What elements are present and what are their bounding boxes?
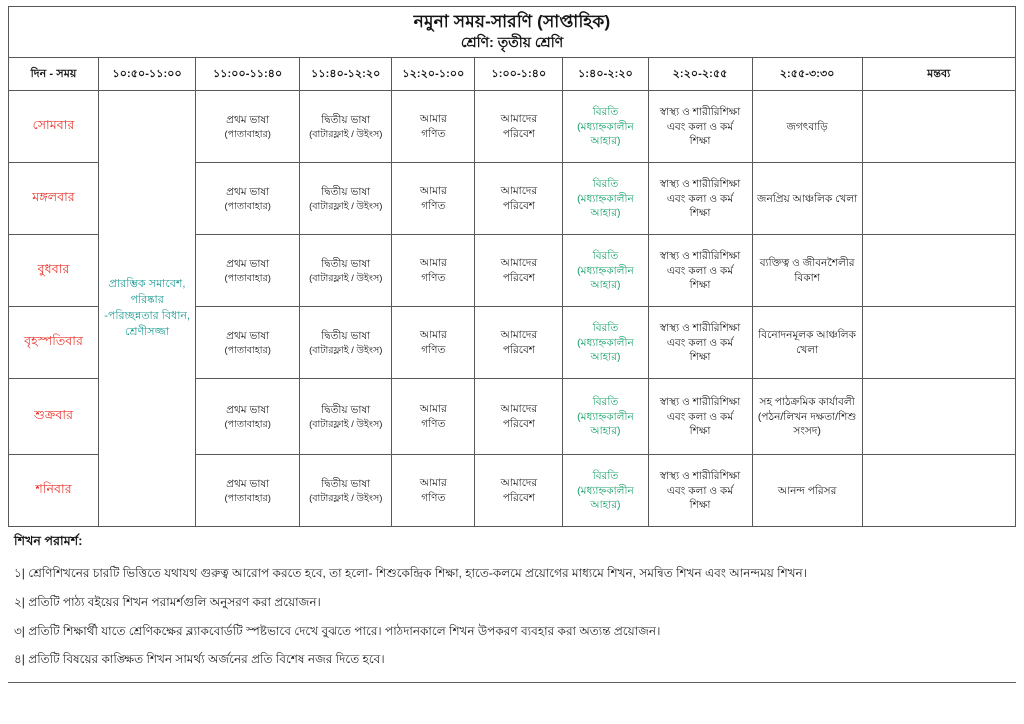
period-environment <box>475 235 563 307</box>
remark-cell <box>862 235 1015 307</box>
subject-line-2: গণিত <box>421 491 446 504</box>
period-second-language <box>300 235 392 307</box>
title-row <box>9 7 1016 58</box>
subject-line-2: গণিত <box>421 271 446 284</box>
break-line-2: (মধ্যাহ্নকালীন <box>577 120 634 133</box>
period-environment <box>475 307 563 379</box>
subject-name: প্রথম ভাষা <box>226 257 270 270</box>
period-first-language <box>196 235 300 307</box>
subject-line-3: শিক্ষা <box>689 135 711 148</box>
remark-cell <box>862 163 1015 235</box>
column-header-slot-5: ১:০০-১:৪০ <box>475 58 563 91</box>
period-first-language <box>196 455 300 527</box>
assembly-merged-cell: প্রারম্ভিক সমাবেশ, পরিষ্কার -পরিচ্ছন্নতার বিধান, শ্রেণীসজ্জা <box>99 91 196 527</box>
day-label: শনিবার <box>9 455 99 527</box>
period-environment <box>475 163 563 235</box>
break-line-2: (মধ্যাহ্নকালীন <box>577 484 634 497</box>
table-header-row <box>9 58 1016 91</box>
column-header-slot-6: ১:৪০-২:২০ <box>563 58 648 91</box>
subject-note: (বাটারফ্লাই / উইং‌স) <box>309 200 383 212</box>
subject-line-1: আমার <box>419 113 447 126</box>
subject-note: (পাতাবাহার) <box>224 492 271 504</box>
break-line-2: (মধ্যাহ্নকালীন <box>577 264 634 277</box>
period-first-language <box>196 379 300 455</box>
subject-line-1: আমার <box>419 257 447 270</box>
break-line-3: আহার) <box>590 135 621 148</box>
subject-line-2: পরিবেশ <box>502 343 535 356</box>
period-lunch-break <box>563 235 648 307</box>
period-lunch-break <box>563 163 648 235</box>
day-label: মঙ্গলবার <box>9 163 99 235</box>
footer-divider <box>8 682 1016 683</box>
subject-line-1: আমাদের <box>500 185 538 198</box>
subject-line-3: শিক্ষা <box>689 279 711 292</box>
note-item-4: ৪| প্রতিটি বিষয়ের কাঙ্ক্ষিত শিখন সামর্থ্য অর্জনের প্রতি বিশেষ নজর দিতে হবে। <box>14 652 385 667</box>
subject-line-1: আমার <box>419 185 447 198</box>
period-mathematics <box>392 307 475 379</box>
period-environment <box>475 91 563 163</box>
break-line-1: বিরতি <box>592 177 619 190</box>
subject-line-2: গণিত <box>421 343 446 356</box>
subject-name: দ্বিতীয় ভাষা <box>321 113 371 126</box>
break-line-3: আহার) <box>590 499 621 512</box>
period-mathematics <box>392 235 475 307</box>
subject-line-1: আমাদের <box>500 329 538 342</box>
period-mathematics <box>392 379 475 455</box>
subject-line-1: আমার <box>419 403 447 416</box>
remark-cell <box>862 307 1015 379</box>
break-line-1: বিরতি <box>592 249 619 262</box>
period-health-arts <box>648 307 752 379</box>
subject-name: প্রথম ভাষা <box>226 403 270 416</box>
period-health-arts <box>648 455 752 527</box>
period-mathematics <box>392 455 475 527</box>
break-line-1: বিরতি <box>592 469 619 482</box>
subject-line-1: স্বাস্থ্য ও শারীরিশিক্ষা <box>659 395 741 408</box>
subject-line-3: শিক্ষা <box>689 351 711 364</box>
subject-line-2: পরিবেশ <box>502 127 535 140</box>
remark-cell <box>862 455 1015 527</box>
subject-name: দ্বিতীয় ভাষা <box>321 185 371 198</box>
table-row <box>9 91 1016 163</box>
subject-line-1: স্বাস্থ্য ও শারীরিশিক্ষা <box>659 469 741 482</box>
subject-note: (পাতাবাহার) <box>224 272 271 284</box>
subject-line-3: শিক্ষা <box>689 425 711 438</box>
subject-line-3: শিক্ষা <box>689 207 711 220</box>
subject-name: প্রথম ভাষা <box>226 329 270 342</box>
subject-line-2: এবং কলা ও কর্ম <box>666 120 734 133</box>
period-last-activity: জগৎবাড়ি <box>752 91 862 163</box>
remark-cell <box>862 91 1015 163</box>
period-last-activity: সহ পাঠক্রমিক কার্যাবলী (পঠন/লিখন দক্ষতা/শিশু সংসদ) <box>752 379 862 455</box>
period-lunch-break <box>563 91 648 163</box>
period-lunch-break <box>563 455 648 527</box>
subject-note: (পাতাবাহার) <box>224 344 271 356</box>
period-last-activity: ব্যক্তিত্ব ও জীবনশৈলীর বিকাশ <box>752 235 862 307</box>
period-last-activity: বিনোদনমূলক আঞ্চলিক খেলা <box>752 307 862 379</box>
subject-name: প্রথম ভাষা <box>226 113 270 126</box>
break-line-2: (মধ্যাহ্নকালীন <box>577 192 634 205</box>
break-line-2: (মধ্যাহ্নকালীন <box>577 410 634 423</box>
subject-line-2: এবং কলা ও কর্ম <box>666 264 734 277</box>
subject-line-2: এবং কলা ও কর্ম <box>666 192 734 205</box>
subject-line-1: স্বাস্থ্য ও শারীরিশিক্ষা <box>659 321 741 334</box>
period-second-language <box>300 307 392 379</box>
subject-line-2: এবং কলা ও কর্ম <box>666 484 734 497</box>
subject-name: দ্বিতীয় ভাষা <box>321 477 371 490</box>
subject-line-3: শিক্ষা <box>689 499 711 512</box>
note-item-1: ১| শ্রেণিশিখনের চারটি ভিত্তিতে যথাযথ গুরুত্ব আরোপ করতে হবে, তা হলো- শিশুকেন্দ্রিক শিক্ষা, হাতে-কলমে প্রয়োগের মাধ্যমে শিখন, সমন্বিত শিখন এবং আনন্দময় শিখন। <box>14 566 808 581</box>
break-line-1: বিরতি <box>592 105 619 118</box>
break-line-3: আহার) <box>590 351 621 364</box>
timetable <box>8 6 1016 527</box>
break-line-3: আহার) <box>590 279 621 292</box>
teaching-advice-section <box>8 533 1016 667</box>
subject-line-1: স্বাস্থ্য ও শারীরিশিক্ষা <box>659 177 741 190</box>
period-second-language <box>300 455 392 527</box>
period-mathematics <box>392 91 475 163</box>
column-header-slot-1: ১০:৫০-১১:০০ <box>99 58 196 91</box>
subject-line-2: গণিত <box>421 199 446 212</box>
subject-line-1: আমার <box>419 477 447 490</box>
subject-name: দ্বিতীয় ভাষা <box>321 329 371 342</box>
subject-name: দ্বিতীয় ভাষা <box>321 403 371 416</box>
column-header-day-time: দিন - সময় <box>9 58 99 91</box>
period-last-activity: আনন্দ পরিসর <box>752 455 862 527</box>
subject-name: দ্বিতীয় ভাষা <box>321 257 371 270</box>
column-header-slot-3: ১১:৪০-১২:২০ <box>300 58 392 91</box>
subject-name: প্রথম ভাষা <box>226 185 270 198</box>
subject-line-1: আমার <box>419 329 447 342</box>
subject-note: (পাতাবাহার) <box>224 418 271 430</box>
column-header-slot-7: ২:২০-২:৫৫ <box>648 58 752 91</box>
page-title: নমুনা সময়-সারণি (সাপ্তাহিক) <box>413 12 611 31</box>
timetable-body <box>9 91 1016 527</box>
period-last-activity: জনপ্রিয় আঞ্চলিক খেলা <box>752 163 862 235</box>
subject-line-2: এবং কলা ও কর্ম <box>666 336 734 349</box>
subject-line-2: পরিবেশ <box>502 417 535 430</box>
break-line-3: আহার) <box>590 425 621 438</box>
period-second-language <box>300 91 392 163</box>
subject-line-2: গণিত <box>421 127 446 140</box>
period-first-language <box>196 307 300 379</box>
day-label: সোমবার <box>9 91 99 163</box>
note-item-3: ৩| প্রতিটি শিক্ষার্থী যাতে শ্রেণিকক্ষের ব্ল্যাকবোর্ডটি স্পষ্টভাবে দেখে বুঝতে পারে। পাঠদানকালে শিখন উপকরণ ব্যবহার করা অত্যন্ত প্রয়োজন। <box>14 623 661 638</box>
period-environment <box>475 455 563 527</box>
period-second-language <box>300 163 392 235</box>
subject-line-2: পরিবেশ <box>502 491 535 504</box>
subject-note: (বাটারফ্লাই / উইং‌স) <box>309 344 383 356</box>
subject-line-2: পরিবেশ <box>502 271 535 284</box>
period-lunch-break <box>563 379 648 455</box>
subject-note: (পাতাবাহার) <box>224 200 271 212</box>
document-title-cell <box>9 7 1016 58</box>
break-line-3: আহার) <box>590 207 621 220</box>
period-mathematics <box>392 163 475 235</box>
day-label: বৃহস্পতিবার <box>9 307 99 379</box>
subject-line-2: পরিবেশ <box>502 199 535 212</box>
subject-note: (পাতাবাহার) <box>224 128 271 140</box>
period-environment <box>475 379 563 455</box>
remark-cell <box>862 379 1015 455</box>
subject-note: (বাটারফ্লাই / উইং‌স) <box>309 418 383 430</box>
break-line-1: বিরতি <box>592 395 619 408</box>
period-health-arts <box>648 379 752 455</box>
period-health-arts <box>648 163 752 235</box>
period-lunch-break <box>563 307 648 379</box>
subject-line-2: গণিত <box>421 417 446 430</box>
subject-line-2: এবং কলা ও কর্ম <box>666 410 734 423</box>
period-health-arts <box>648 91 752 163</box>
subject-line-1: আমাদের <box>500 403 538 416</box>
column-header-slot-8: ২:৫৫-৩:৩০ <box>752 58 862 91</box>
subject-line-1: স্বাস্থ্য ও শারীরিশিক্ষা <box>659 105 741 118</box>
break-line-2: (মধ্যাহ্নকালীন <box>577 336 634 349</box>
note-item-2: ২| প্রতিটি পাঠ্য বইয়ের শিখন পরামর্শগুলি অনুসরণ করা প্রয়োজন। <box>14 595 321 610</box>
subject-line-1: স্বাস্থ্য ও শারীরিশিক্ষা <box>659 249 741 262</box>
column-header-slot-4: ১২:২০-১:০০ <box>392 58 475 91</box>
period-health-arts <box>648 235 752 307</box>
period-first-language <box>196 91 300 163</box>
day-label: শুক্রবার <box>9 379 99 455</box>
subject-note: (বাটারফ্লাই / উইং‌স) <box>309 272 383 284</box>
notes-heading: শিখন পরামর্শ: <box>14 534 83 549</box>
column-header-remark: মন্তব্য <box>862 58 1015 91</box>
period-second-language <box>300 379 392 455</box>
subject-line-1: আমাদের <box>500 257 538 270</box>
subject-note: (বাটারফ্লাই / উইং‌স) <box>309 128 383 140</box>
column-header-slot-2: ১১:০০-১১:৪০ <box>196 58 300 91</box>
subject-name: প্রথম ভাষা <box>226 477 270 490</box>
break-line-1: বিরতি <box>592 321 619 334</box>
day-label: বুধবার <box>9 235 99 307</box>
subject-line-1: আমাদের <box>500 113 538 126</box>
subject-line-1: আমাদের <box>500 477 538 490</box>
page-subtitle: শ্রেণি: তৃতীয় শ্রেণি <box>460 34 564 51</box>
subject-note: (বাটারফ্লাই / উইং‌স) <box>309 492 383 504</box>
period-first-language <box>196 163 300 235</box>
